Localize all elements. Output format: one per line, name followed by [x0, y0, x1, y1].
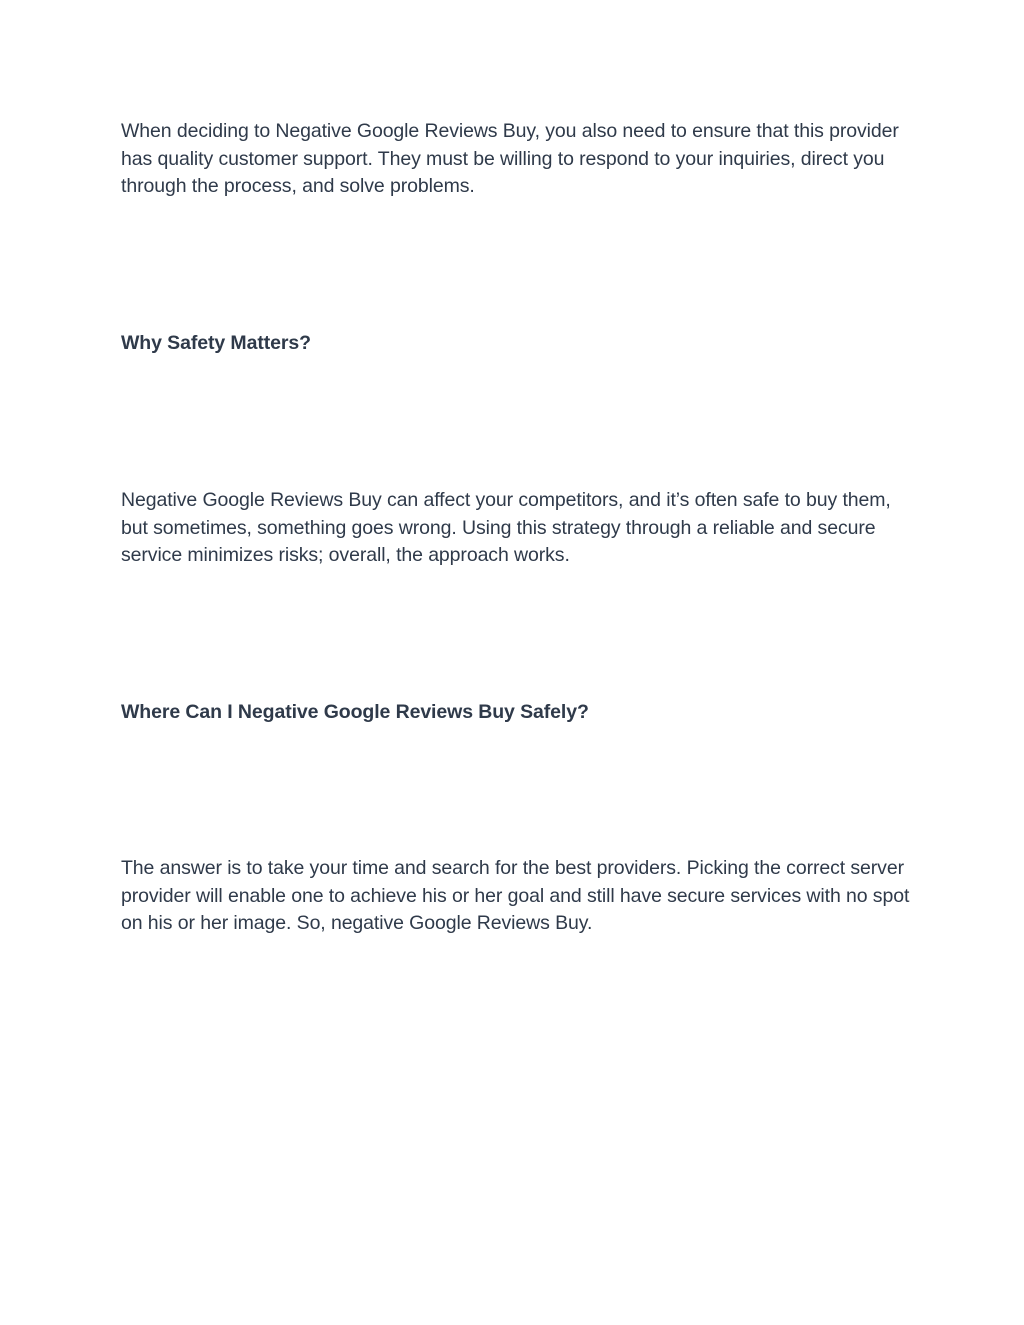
paragraph-customer-support: When deciding to Negative Google Reviews Buy, you also need to ensure that this provider has quality customer support. They must be willing to respond to your inquiries, direct you through the process, and solve problems.	[121, 120, 899, 198]
heading-why-safety-matters: Why Safety Matters?	[121, 332, 311, 354]
heading-where-buy-safely: Where Can I Negative Google Reviews Buy Safely?	[121, 701, 589, 723]
paragraph-safety: Negative Google Reviews Buy can affect your competitors, and it’s often safe to buy them, but sometimes, something goes wrong. Using this strategy through a reliable and secure service minimizes risks; overall, the approach works.	[121, 489, 891, 567]
paragraph-answer: The answer is to take your time and search for the best providers. Picking the correct server provider will enable one to achieve his or her goal and still have secure services with no spot on his or her image. So, negative Google Reviews Buy.	[121, 857, 910, 935]
